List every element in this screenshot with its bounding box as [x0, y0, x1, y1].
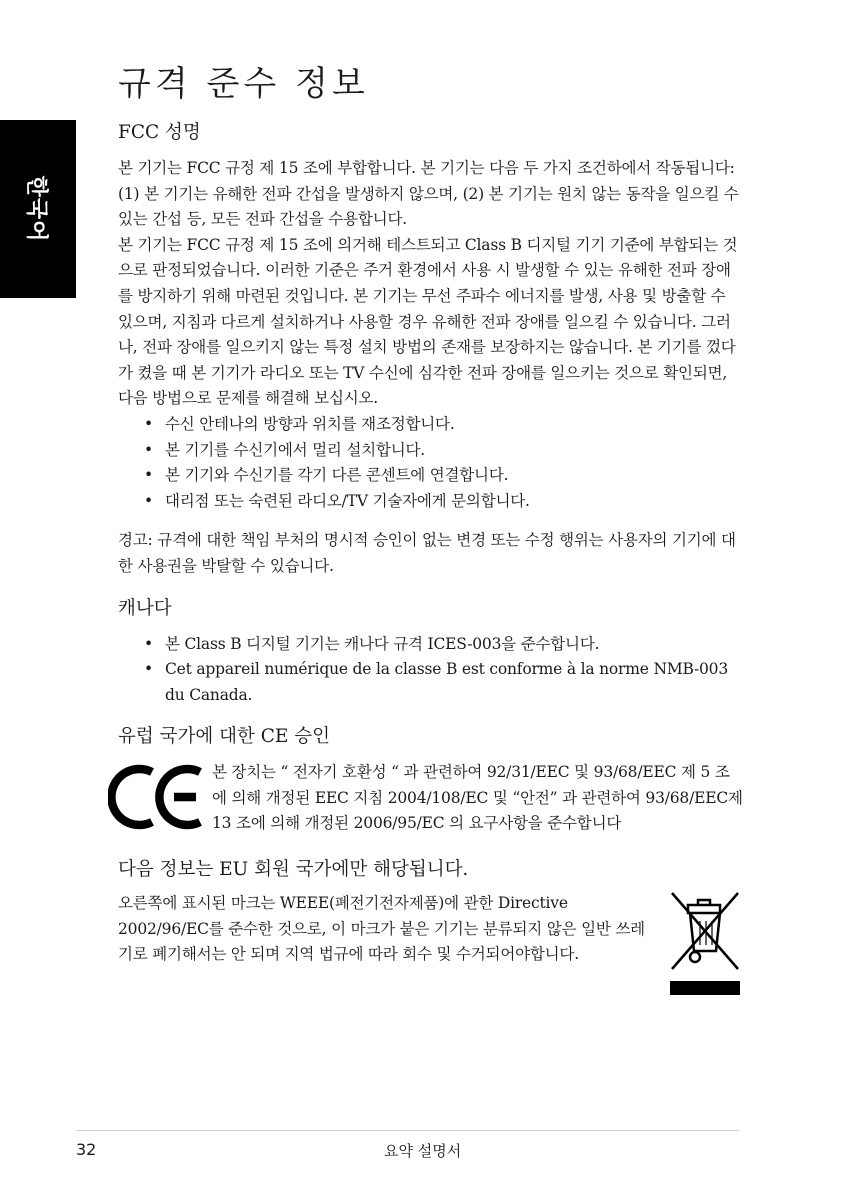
list-item: • 수신 안테나의 방향과 위치를 재조정합니다. [118, 412, 743, 438]
ce-mark-icon [108, 762, 206, 832]
footer-divider [76, 1130, 739, 1131]
canada-section [118, 594, 743, 709]
list-item: • 본 기기와 수신기를 각기 다른 콘센트에 연결합니다. [118, 463, 743, 489]
footer-title: 요약 설명서 [384, 1142, 462, 1160]
canada-heading: 캐나다 [118, 597, 172, 619]
fcc-heading: FCC 성명 [118, 122, 201, 143]
ce-block [108, 760, 743, 837]
page-number: 32 [76, 1140, 97, 1159]
ce-section [118, 722, 743, 837]
fcc-paragraph-1: 본 기기는 FCC 규정 제 15 조에 부합합니다. 본 기기는 다음 두 가지 조건하에서 작동됩니다: (1) 본 기기는 유해한 전파 간섭을 발생하지 않으며, (2) 본 기기는 원치 않는 동작을 일으킬 수 있는 간섭 등, 모든 전파 간섭을 수용합니다. [118, 159, 739, 229]
list-item: • 본 Class B 디지털 기기는 캐나다 규격 ICES-003을 준수합니다. [118, 632, 743, 658]
language-side-tab [0, 120, 76, 298]
list-item: • 대리점 또는 숙련된 라디오/TV 기술자에게 문의합니다. [118, 489, 743, 515]
weee-block [118, 891, 743, 968]
list-item: • 본 기기를 수신기에서 멀리 설치합니다. [118, 438, 743, 464]
fcc-section [118, 118, 743, 580]
canada-list [118, 632, 743, 709]
weee-text: 오른쪽에 표시된 마크는 WEEE(폐전기전자제품)에 관한 Directive 2002/96/EC를 준수한 것으로, 이 마크가 붙은 기기는 분류되지 않은 일반 쓰레기로 폐기해서는 안 되며 지역 법규에 따라 회수 및 수거되어야합니다. [118, 894, 645, 964]
eu-section [118, 855, 743, 968]
page-title: 규격 준수 정보 [118, 64, 369, 104]
crossed-out-wheelie-bin-icon [664, 887, 746, 999]
fcc-warning: 경고: 규격에 대한 책임 부처의 명시적 승인이 없는 변경 또는 수정 행위는 사용자의 기기에 대한 사용권을 박탈할 수 있습니다. [118, 531, 736, 575]
language-tab-label: 한국어 [23, 175, 49, 243]
fcc-remedy-list [118, 412, 743, 514]
fcc-paragraph-2: 본 기기는 FCC 규정 제 15 조에 의거해 테스트되고 Class B 디지털 기기 기준에 부합되는 것으로 판정되었습니다. 이러한 기준은 주거 환경에서 사용 시 발생할 수 있는 유해한 전파 장애를 방지하기 위해 마련된 것입니다. 본 기기는 무선 주파수 에너지를 발생, 사용 및 방출할 수 있으며, 지침과 다르게 설치하거나 사용할 경우 유해한 전파 장애를 일으킬 수 있습니다. 그러나, 전파 장애를 일으키지 않는 특정 설치 방법의 존재를 보장하지는 않습니다. 본 기기를 껐다가 켰을 때 본 기기가 라디오 또는 TV 수신에 심각한 전파 장애를 일으키는 것으로 확인되면, 다음 방법으로 문제를 해결해 보십시오. [118, 235, 738, 408]
ce-heading: 유럽 국가에 대한 CE 승인 [118, 726, 331, 748]
main-content [118, 118, 743, 968]
list-item: • Cet appareil numérique de la classe B est conforme à la norme NMB-003 du Canada. [118, 657, 743, 708]
eu-heading: 다음 정보는 EU 회원 국가에만 해당됩니다. [118, 859, 469, 881]
ce-text: 본 장치는 “ 전자기 호환성 “ 과 관련하여 92/31/EEC 및 93/68/EEC 제 5 조에 의해 개정된 EEC 지침 2004/108/EC 및 “안전” 과 관련하여 93/68/EEC제 13 조에 의해 개정된 2006/95/EC 의 요구사항을 준수합니다 [212, 763, 743, 833]
